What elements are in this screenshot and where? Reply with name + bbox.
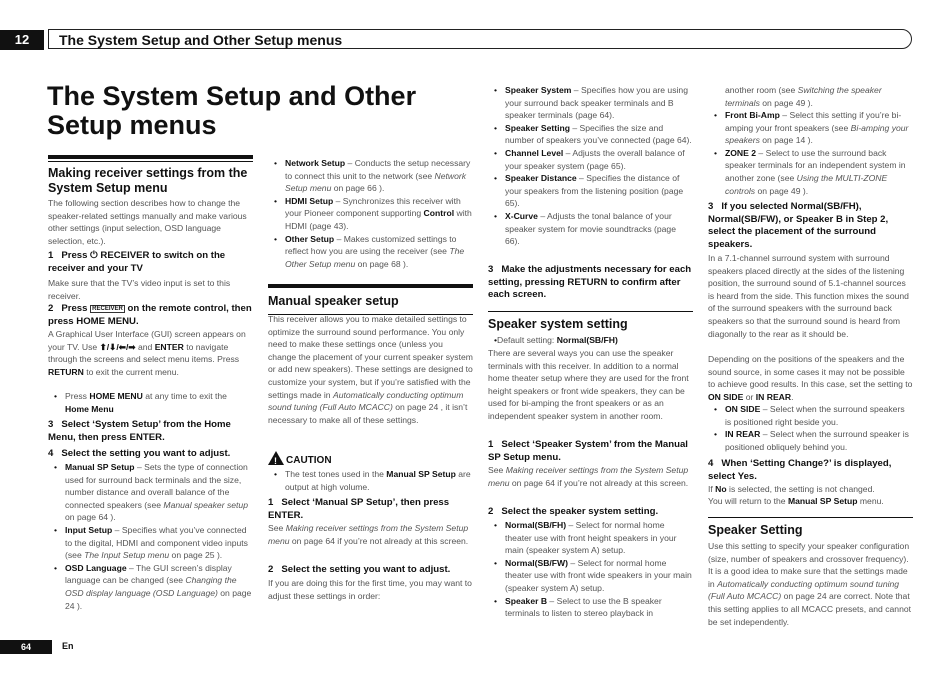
step-4: 4 When ‘Setting Change?’ is displayed, select Yes. bbox=[708, 458, 892, 482]
section-manual-speaker bbox=[268, 284, 473, 315]
step-1-text: Make sure that the TV’s video input is set to this receiver. bbox=[48, 278, 231, 301]
caution-list bbox=[268, 468, 473, 493]
list-item: • HDMI Setup – Synchronizes this receiver with your Pioneer component supporting Control with HDMI (page 43). bbox=[268, 195, 473, 233]
step-2: 2 Select the speaker system setting. bbox=[488, 506, 659, 517]
option-continued: another room (see Switching the speaker terminals on page 49 ). bbox=[725, 85, 882, 108]
step-1: 1 Press ⏻ RECEIVER to switch on the receiver and your TV bbox=[48, 250, 226, 274]
section-title: Speaker Setting bbox=[708, 523, 803, 537]
manual-setup-list bbox=[488, 84, 693, 248]
list-item: • Speaker B – Select to use the B speaker terminals to listen to stereo playback in bbox=[488, 595, 693, 620]
section-speaker-system bbox=[488, 311, 693, 332]
step-2-text: A Graphical User Interface (GUI) screen appears on your TV. Use ⬆/⬇/⬅/➡ and ENTER to navigate through the screens and select menu items. Press RETURN to exit the current menu. bbox=[48, 329, 246, 377]
section-title: Making receiver settings from the System Setup menu bbox=[48, 166, 248, 195]
step-3-text: In a 7.1-channel surround system with surround speakers placed directly at the sides of the listening position, the surround sound of 5.1-channel sources is heard from the side. This function mixes the sound of the surround speakers with the surround back speakers so that the surround sound is heard from diagonally to the rear as it should be. bbox=[708, 253, 909, 339]
page-number: 64 bbox=[0, 640, 52, 654]
step-1: 1 Select ‘Manual SP Setup’, then press ENTER. bbox=[268, 497, 450, 521]
list-item: • Network Setup – Conducts the setup necessary to connect this unit to the network (see Network Setup menu on page 66 ). bbox=[268, 157, 473, 195]
section-title: Manual speaker setup bbox=[268, 294, 399, 308]
speaker-system-options-continued bbox=[708, 109, 913, 197]
list-item: • Speaker Distance – Specifies the distance of your speakers from the listening position (page 65). bbox=[488, 172, 693, 210]
step-4-text-2: You will return to the Manual SP Setup menu. bbox=[708, 496, 884, 506]
step-4-text: If No is selected, the setting is not changed. bbox=[708, 484, 875, 494]
step-1-text: See Making receiver settings from the System Setup menu on page 64 if you’re not already at this screen. bbox=[268, 523, 469, 546]
list-item: • Manual SP Setup – Sets the type of connection used for surround back terminals and the size, number distance and overall balance of the connected speakers (see Manual speaker setup on page 64 ). bbox=[48, 461, 253, 524]
list-item: • ON SIDE – Select when the surround speakers is positioned right beside you. bbox=[708, 403, 913, 428]
section-rule bbox=[708, 517, 913, 518]
language-label: En bbox=[62, 641, 74, 651]
placement-options bbox=[708, 403, 913, 453]
step-1-text: See Making receiver settings from the System Setup menu on page 64 if you’re not already at this screen. bbox=[488, 465, 689, 488]
intro-text: The following section describes how to change the speaker-related settings manually and make various other settings (input selection, OSD language selection, etc.). bbox=[48, 198, 247, 246]
setting-list bbox=[48, 461, 253, 612]
list-item: • ZONE 2 – Select to use the surround back speaker terminals for an independent system in another zone (see Using the MULTI-ZONE controls on page 49 ). bbox=[708, 147, 913, 197]
section-rule bbox=[48, 155, 253, 159]
list-item: • Speaker Setting – Specifies the size and number of speakers you’ve connected (page 64). bbox=[488, 122, 693, 147]
section-rule bbox=[488, 311, 693, 312]
list-item: • Front Bi-Amp – Select this setting if you’re bi-amping your front speakers (see Bi-amping your speakers on page 14 ). bbox=[708, 109, 913, 147]
section-making-settings bbox=[48, 155, 253, 196]
page-badge: 12 bbox=[0, 30, 44, 50]
section-rule bbox=[268, 284, 473, 288]
section-title: Speaker system setting bbox=[488, 317, 628, 331]
step-2: 2 Press RECEIVER on the remote control, then press HOME MENU. bbox=[48, 303, 252, 327]
step-3: 3 Select ‘System Setup’ from the Home Menu, then press ENTER. bbox=[48, 419, 231, 443]
list-item: • Speaker System – Specifies how you are using your surround back speaker terminals and B speaker terminals (page 64). bbox=[488, 84, 693, 122]
section-speaker-setting bbox=[708, 517, 913, 538]
setting-list-continued bbox=[268, 157, 473, 270]
step-1: 1 Select ‘Speaker System’ from the Manual SP Setup menu. bbox=[488, 439, 688, 463]
step-2: 2 Select the setting you want to adjust. bbox=[268, 564, 451, 575]
manual-setup-intro: This receiver allows you to make detailed settings to optimize the surround sound performance. You only need to make these settings once (unless you change the placement of your current speaker system or add new speakers). These settings are designed to customize your system, but if you’re satisfied with the settings made in Automatically conducting optimum sound tuning (Full Auto MCACC) on page 24 , it isn’t necessary to make all of these settings. bbox=[268, 314, 473, 425]
caution-title: CAUTION bbox=[286, 455, 332, 466]
power-icon: ⏻ bbox=[90, 250, 98, 261]
section-rule bbox=[48, 161, 253, 162]
list-item: • Channel Level – Adjusts the overall balance of your speaker system (page 65). bbox=[488, 147, 693, 172]
list-item: • X-Curve – Adjusts the tonal balance of your speaker system for movie soundtracks (page 66). bbox=[488, 210, 693, 248]
list-item: • OSD Language – The GUI screen’s display language can be changed (see Changing the OSD display language (OSD Language) on page 24 ). bbox=[48, 562, 253, 612]
main-title: The System Setup and Other Setup menus bbox=[47, 81, 417, 140]
list-item: • Normal(SB/FH) – Select for normal home theater use with front height speakers in your main (speaker system A) setup. bbox=[488, 519, 693, 557]
chapter-header: The System Setup and Other Setup menus bbox=[48, 29, 912, 49]
step-2-bullets bbox=[48, 390, 253, 415]
list-item: • Press HOME MENU at any time to exit the Home Menu bbox=[48, 390, 253, 415]
speaker-setting-intro: Use this setting to specify your speaker configuration (size, number of speakers and crossover frequency). It is a good idea to make sure that the settings made in Automatically conducting optimum sound tuning (Full Auto MCACC) on page 24 are correct. Note that this setting applies to all MCACC presets, and cannot be set independently. bbox=[708, 541, 912, 627]
caution-box bbox=[268, 451, 473, 493]
list-item: • Input Setup – Specifies what you’ve connected to the digital, HDMI and component video inputs (see The Input Setup menu on page 25 ). bbox=[48, 524, 253, 562]
list-item: • Other Setup – Makes customized settings to reflect how you are using the receiver (see The Other Setup menu on page 68 ). bbox=[268, 233, 473, 271]
step-3: 3 If you selected Normal(SB/FH), Normal(SB/FW), or Speaker B in Step 2, select the placement of the surround speakers. bbox=[708, 201, 889, 250]
list-item: • IN REAR – Select when the surround speaker is positioned obliquely behind you. bbox=[708, 428, 913, 453]
list-item: • Default setting: Normal(SB/FH) bbox=[488, 334, 693, 347]
list-item: • The test tones used in the Manual SP Setup are output at high volume. bbox=[268, 468, 473, 493]
step-4: 4 Select the setting you want to adjust. bbox=[48, 448, 231, 459]
step-2-text: If you are doing this for the first time, you may want to adjust these settings in order: bbox=[268, 578, 472, 601]
warning-icon: ! bbox=[268, 451, 284, 465]
arrow-keys-icon: ⬆/⬇/⬅/➡ bbox=[99, 341, 136, 352]
speaker-system-intro: There are several ways you can use the speaker terminals with this receiver. In addition to a normal home theater setup where they are used for the front height speakers or front wide speakers, they can be used for bi-amping the front speakers or as an independent speaker system in another room. bbox=[488, 348, 689, 421]
receiver-key-icon: RECEIVER bbox=[92, 306, 123, 312]
default-setting bbox=[488, 334, 693, 347]
step-3: 3 Make the adjustments necessary for each setting, pressing RETURN to confirm after each screen. bbox=[488, 264, 692, 301]
list-item: • Normal(SB/FW) – Select for normal home theater use with front wide speakers in your main (speaker system A) setup. bbox=[488, 557, 693, 595]
step-3-text-2: Depending on the positions of the speakers and the sound source, in some cases it may not be possible to achieve good results. In this case, set the setting to ON SIDE or IN REAR. bbox=[708, 354, 913, 402]
speaker-system-options bbox=[488, 519, 693, 620]
